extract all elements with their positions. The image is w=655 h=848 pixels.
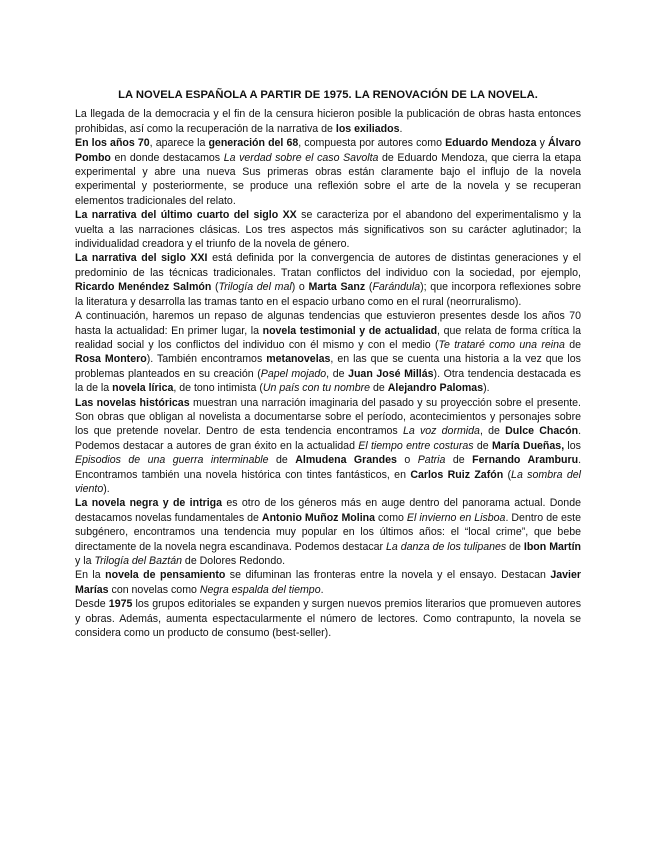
italic-text: La sombra del viento <box>75 468 581 495</box>
document-body <box>75 107 581 640</box>
bold-text: Juan José Millás <box>348 367 434 380</box>
paragraph <box>75 136 581 208</box>
text-run: . Dentro de este subgénero, encontramos una tendencia muy popular en los últimos años: el “local crime”, que bebe directamente de la novela negra escandinava. Podemos destacar <box>75 511 581 553</box>
italic-text: La voz dormida <box>402 425 480 438</box>
text-run: ( <box>503 468 512 481</box>
text-run: , de tono intimista ( <box>173 382 263 395</box>
bold-text: Dulce Chacón <box>505 425 579 438</box>
text-run: está definida por la convergencia de autores de distintas generaciones y el predominio de las técnicas tradicionales. Tratan conflictos del individuo con la sociedad, por ejemplo, <box>75 252 581 279</box>
bold-text: Fernando Aramburu <box>472 454 579 467</box>
document-title: LA NOVELA ESPAÑOLA A PARTIR DE 1975. LA RENOVACIÓN DE LA NOVELA. <box>118 89 538 101</box>
text-run: . Podemos destacar a autores de gran éxito en la actualidad <box>75 425 582 452</box>
paragraph <box>75 496 581 568</box>
bold-text: Álvaro Pombo <box>75 137 581 164</box>
bold-text: La narrativa del siglo XXI <box>75 252 208 265</box>
text-run: de <box>445 454 473 467</box>
text-run: . <box>320 583 324 596</box>
bold-text: metanovelas <box>266 353 331 366</box>
text-run: con novelas como <box>108 583 200 596</box>
text-run: ) o <box>291 281 309 294</box>
text-run: se caracteriza por el abandono del experimentalismo y la vuelta a las narraciones clásicas. Los tres aspectos más significativos son su carácter aglutinador; la individualidad creadora y el triunfo de la novela de género. <box>75 209 581 251</box>
italic-text: Negra espalda del tiempo <box>199 583 321 596</box>
text-run: de <box>268 454 296 467</box>
paragraph <box>75 396 581 497</box>
bold-text: Marta Sanz <box>308 281 366 294</box>
text-run: en donde destacamos <box>110 151 224 164</box>
text-run: ( <box>211 281 219 294</box>
text-run: de Eduardo Mendoza, que cierra la etapa experimental y abre una nueva Sus primeras obras están claramente bajo el influjo de la novela experimental y posteriormente, se produce una reflexión sobre el arte de la novela y se recuperan elementos tradicionales del relato. <box>75 151 581 207</box>
bold-text: Almudena Grandes <box>295 454 397 467</box>
italic-text: Un país con tu nombre <box>262 382 371 395</box>
italic-text: La verdad sobre el caso Savolta <box>223 151 379 164</box>
bold-text: generación del 68 <box>208 137 299 150</box>
italic-text: Farándula <box>372 281 421 294</box>
text-run: se difuminan las fronteras entre la novela y el ensayo. Destacan <box>225 569 551 582</box>
bold-text: Ricardo Menéndez Salmón <box>75 281 212 294</box>
italic-text: Trilogía del mal <box>218 281 292 294</box>
text-run: , compuesta por autores como <box>298 137 446 150</box>
paragraph <box>75 251 581 309</box>
bold-text: La novela negra y de intriga <box>75 497 223 510</box>
bold-text: los exiliados <box>335 122 400 135</box>
paragraph <box>75 568 581 597</box>
bold-text: Ibon Martín <box>523 540 581 553</box>
paragraph <box>75 309 581 395</box>
text-run: y <box>536 137 548 150</box>
italic-text: Papel mojado <box>260 367 327 380</box>
italic-text: El tiempo entre costuras <box>358 439 474 452</box>
bold-text: Alejandro Palomas <box>387 382 484 395</box>
bold-text: Las novelas históricas <box>75 396 190 409</box>
bold-text: novela lírica <box>112 382 174 395</box>
text-run: , en las que se cuenta una historia a la vez que los problemas planteados en su creación ( <box>75 353 581 380</box>
bold-text: novela testimonial y de actualidad <box>262 324 438 337</box>
text-run: y la <box>75 555 95 567</box>
text-run: ). <box>103 482 110 495</box>
text-run: de <box>370 382 388 395</box>
italic-text: Patria <box>417 454 446 467</box>
text-run: A continuación, haremos un repaso de algunas tendencias que estuvieron presentes desde los años 70 hasta la actualidad: En primer lugar, la <box>75 310 581 337</box>
text-run: los grupos editoriales se expanden y surgen nuevos premios literarios que promueven autores y obras. Además, aumenta espectacularmente el número de lectores. Como contrapunto, la novela se considera como un producto de consumo (best-seller). <box>75 598 581 640</box>
text-run: de <box>506 540 524 553</box>
text-run: , aparece la <box>149 137 209 150</box>
italic-text: El invierno en Lisboa <box>406 511 506 524</box>
bold-text: En los años 70 <box>75 137 150 150</box>
text-run: muestran una narración imaginaria del pasado y su proyección sobre el presente. Son obras que obligan al novelista a documentarse sobre el período, acontecimientos y personajes sobre los que pretende novelar. Dentro de esta tendencia encontramos <box>75 396 582 438</box>
text-run: ( <box>365 281 373 294</box>
paragraph <box>75 208 581 251</box>
text-run: , que relata de forma crítica la realidad social y los conflictos del individuo con él mismo y con el medio ( <box>75 324 582 351</box>
italic-text: Trilogía del Baztán <box>94 555 182 567</box>
paragraph <box>75 107 581 136</box>
text-run: ). Otra tendencia destacada es la de la <box>75 367 581 395</box>
text-run: de <box>564 338 581 351</box>
italic-text: Te trataré como una reina <box>438 338 565 351</box>
text-run: Desde <box>75 598 109 611</box>
bold-text: Eduardo Mendoza <box>445 137 537 150</box>
text-run: En la <box>75 569 106 582</box>
italic-text: La danza de los tulipanes <box>386 540 507 553</box>
text-run: como <box>375 511 407 524</box>
text-run: o <box>396 454 418 467</box>
bold-text: María Dueñas, <box>491 439 565 452</box>
text-run: , de <box>326 367 349 380</box>
bold-text: La narrativa del último cuarto del siglo XX <box>75 209 297 222</box>
text-run: , de <box>479 425 506 438</box>
text-run: de <box>473 439 492 452</box>
bold-text: novela de pensamiento <box>105 569 226 582</box>
text-run: . Encontramos también una novela histórica con tintes fantásticos, en <box>75 454 582 481</box>
text-run: La llegada de la democracia y el fin de la censura hicieron posible la publicación de obras hasta entonces prohibidas, así como la recuperación de la narrativa de <box>75 108 581 135</box>
bold-text: Antonio Muñoz Molina <box>261 511 376 524</box>
paragraph <box>75 597 581 640</box>
bold-text: 1975 <box>108 598 133 611</box>
bold-text: Rosa Montero <box>75 353 147 366</box>
text-run: de Dolores Redondo. <box>181 555 286 567</box>
text-run: los <box>564 439 581 452</box>
text-run: . <box>399 122 403 135</box>
bold-text: Carlos Ruiz Zafón <box>410 468 504 481</box>
document-page <box>75 88 581 640</box>
text-run: ); que incorpora reflexiones sobre la literatura y desarrolla las tramas tanto en el espacio urbano como en el rural (neorruralismo). <box>75 281 581 308</box>
bold-text: Javier Marías <box>75 569 582 596</box>
text-run: es otro de los géneros más en auge dentro del panorama actual. Donde destacamos novelas fundamentales de <box>75 497 581 524</box>
text-run: ). <box>483 382 490 395</box>
text-run: ). También encontramos <box>146 353 267 366</box>
italic-text: Episodios de una guerra interminable <box>75 454 269 467</box>
